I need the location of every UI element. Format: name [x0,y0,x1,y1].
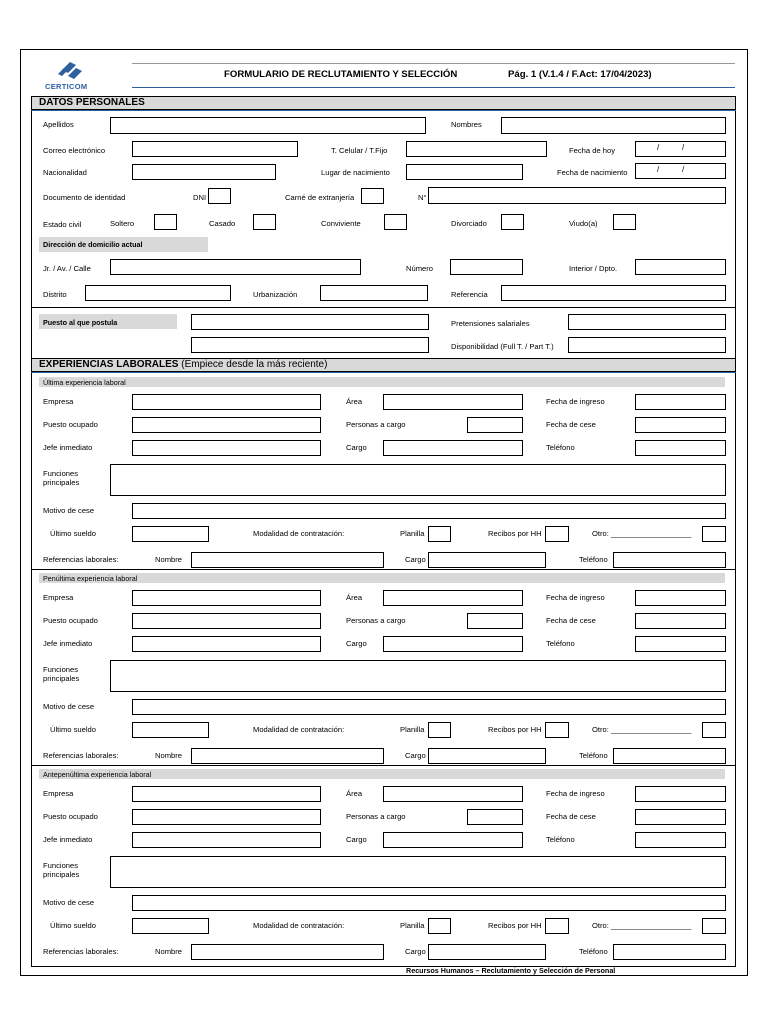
casado-label: Casado [209,219,236,228]
casado-checkbox[interactable] [253,214,276,230]
exp2-telefono-input[interactable] [635,636,726,652]
fecha-hoy-label: Fecha de hoy [569,146,616,155]
exp2-fecha-cese-label: Fecha de cese [546,616,596,625]
celular-label: T. Celular / T.Fijo [331,146,388,155]
exp3-ref-nombre-label: Nombre [155,947,183,956]
correo-label: Correo electrónico [43,146,106,155]
distrito-label: Distrito [43,290,67,299]
exp2-otro-checkbox[interactable] [702,722,726,738]
exp3-ref-telefono-input[interactable] [613,944,726,960]
numero-doc-input[interactable] [428,187,726,204]
exp3-area-input[interactable] [383,786,523,802]
puesto-input-1[interactable] [191,314,429,330]
exp1-ref-telefono-input[interactable] [613,552,726,568]
exp2-fecha-ingreso-input[interactable] [635,590,726,606]
exp1-motivo-input[interactable] [132,503,726,519]
exp3-jefe-label: Jefe inmediato [43,835,93,844]
exp2-ref-cargo-label: Cargo [405,751,426,760]
fecha-nac-slash-1: / [657,165,660,174]
divider-puesto [31,307,736,308]
exp3-fecha-cese-input[interactable] [635,809,726,825]
dni-checkbox[interactable] [208,188,231,204]
pretensiones-label: Pretensiones salariales [451,319,530,328]
exp2-referencias-label: Referencias laborales: [43,751,119,760]
referencia-label: Referencia [451,290,488,299]
exp2-empresa-label: Empresa [43,593,74,602]
lugar-nacimiento-label: Lugar de nacimiento [321,168,390,177]
documento-label: Documento de identidad [43,193,126,202]
page-info: Pág. 1 (V.1.4 / F.Act: 17/04/2023) [508,69,652,80]
exp3-puesto-ocupado-input[interactable] [132,809,321,825]
exp3-telefono-label: Teléfono [546,835,575,844]
exp2-area-label: Área [346,593,363,602]
exp1-funciones-label: Funciones principales [43,469,80,487]
celular-input[interactable] [406,141,547,157]
experiencias-blue-line [31,372,736,373]
header-top-line [132,63,735,64]
footer-text: Recursos Humanos – Reclutamiento y Selección de Personal [406,966,616,975]
exp2-telefono-label: Teléfono [546,639,575,648]
exp2-empresa-input[interactable] [132,590,321,606]
exp1-ref-telefono-label: Teléfono [579,555,608,564]
exp1-ultimo-sueldo-label: Último sueldo [50,529,97,538]
exp3-recibos-label: Recibos por HH [488,921,542,930]
exp1-cargo-label: Cargo [346,443,367,452]
exp1-empresa-input[interactable] [132,394,321,410]
disponibilidad-input[interactable] [568,337,726,353]
interior-label: Interior / Dpto. [569,264,618,273]
exp1-fecha-ingreso-label: Fecha de ingreso [546,397,605,406]
exp1-ultimo-sueldo-input[interactable] [132,526,209,542]
exp2-funciones-label: Funciones principales [43,665,80,683]
logo-text: CERTICOM [45,82,88,91]
exp3-motivo-input[interactable] [132,895,726,911]
exp2-funciones-input[interactable] [110,660,726,692]
exp2-ref-cargo-input[interactable] [428,748,546,764]
viudo-checkbox[interactable] [613,214,636,230]
exp1-otro-checkbox[interactable] [702,526,726,542]
conviviente-checkbox[interactable] [384,214,407,230]
exp2-area-input[interactable] [383,590,523,606]
carne-label: Carné de extranjería [285,193,355,202]
exp2-motivo-input[interactable] [132,699,726,715]
exp3-ultimo-sueldo-input[interactable] [132,918,209,934]
urbanizacion-label: Urbanización [253,290,298,299]
exp1-recibos-checkbox[interactable] [545,526,569,542]
exp3-ref-telefono-label: Teléfono [579,947,608,956]
exp3-empresa-label: Empresa [43,789,74,798]
exp2-jefe-label: Jefe inmediato [43,639,93,648]
exp3-personas-cargo-input[interactable] [467,809,523,825]
exp1-area-label: Área [346,397,363,406]
exp2-personas-cargo-input[interactable] [467,613,523,629]
exp3-fecha-ingreso-label: Fecha de ingreso [546,789,605,798]
exp3-planilla-checkbox[interactable] [428,918,451,934]
exp1-ref-nombre-input[interactable] [191,552,384,568]
exp2-planilla-label: Planilla [400,725,425,734]
exp1-title-bar [39,377,725,387]
exp2-puesto-ocupado-input[interactable] [132,613,321,629]
exp3-modalidad-label: Modalidad de contratación: [253,921,345,930]
exp3-funciones-label: Funciones principales [43,861,80,879]
exp1-telefono-label: Teléfono [546,443,575,452]
estado-civil-label: Estado civil [43,220,82,229]
exp2-title: Penúltima experiencia laboral [43,574,138,583]
exp3-cargo-input[interactable] [383,832,523,848]
divorciado-checkbox[interactable] [501,214,524,230]
exp1-recibos-label: Recibos por HH [488,529,542,538]
nacionalidad-label: Nacionalidad [43,168,87,177]
exp2-planilla-checkbox[interactable] [428,722,451,738]
exp2-otro-label: Otro: ___________________ [592,725,692,734]
exp2-recibos-label: Recibos por HH [488,725,542,734]
exp3-personas-cargo-label: Personas a cargo [346,812,406,821]
header-blue-line [132,87,735,88]
pretensiones-input[interactable] [568,314,726,330]
exp1-planilla-label: Planilla [400,529,425,538]
fecha-nac-slash-2: / [682,165,685,174]
exp2-puesto-ocupado-label: Puesto ocupado [43,616,98,625]
interior-input[interactable] [635,259,726,275]
exp1-ref-cargo-label: Cargo [405,555,426,564]
exp2-ref-nombre-input[interactable] [191,748,384,764]
exp3-ultimo-sueldo-label: Último sueldo [50,921,97,930]
exp1-funciones-input[interactable] [110,464,726,496]
nombres-label: Nombres [451,120,482,129]
fecha-hoy-input[interactable] [635,141,726,157]
exp3-otro-label: Otro: ___________________ [592,921,692,930]
exp3-empresa-input[interactable] [132,786,321,802]
viudo-label: Viudo(a) [569,219,598,228]
exp3-recibos-checkbox[interactable] [545,918,569,934]
exp2-ultimo-sueldo-input[interactable] [132,722,209,738]
exp2-cargo-input[interactable] [383,636,523,652]
lugar-nacimiento-input[interactable] [406,164,523,180]
exp2-modalidad-label: Modalidad de contratación: [253,725,345,734]
conviviente-label: Conviviente [321,219,361,228]
exp1-otro-label: Otro: ___________________ [592,529,692,538]
experiencias-note: (Empiece desde la más reciente) [181,359,328,370]
exp3-jefe-input[interactable] [132,832,321,848]
numero-input[interactable] [450,259,523,275]
calle-label: Jr. / Av. / Calle [43,264,91,273]
divorciado-label: Divorciado [451,219,487,228]
exp3-fecha-cese-label: Fecha de cese [546,812,596,821]
exp3-funciones-input[interactable] [110,856,726,888]
exp3-planilla-label: Planilla [400,921,425,930]
exp3-otro-checkbox[interactable] [702,918,726,934]
exp2-title-bar [39,573,725,583]
exp3-fecha-ingreso-input[interactable] [635,786,726,802]
exp3-divider [31,765,736,766]
exp2-recibos-checkbox[interactable] [545,722,569,738]
exp2-cargo-label: Cargo [346,639,367,648]
exp1-ref-nombre-label: Nombre [155,555,183,564]
urbanizacion-input[interactable] [320,285,428,301]
exp1-planilla-checkbox[interactable] [428,526,451,542]
exp2-jefe-input[interactable] [132,636,321,652]
experiencias-title [39,359,327,371]
numero-label: Número [406,264,434,273]
exp1-puesto-ocupado-label: Puesto ocupado [43,420,98,429]
exp1-area-input[interactable] [383,394,523,410]
datos-personales-title: DATOS PERSONALES [39,97,145,108]
disponibilidad-label: Disponibilidad (Full T. / Part T.) [451,342,554,351]
exp1-personas-cargo-label: Personas a cargo [346,420,406,429]
apellidos-label: Apellidos [43,120,74,129]
exp3-title: Antepenúltima experiencia laboral [43,770,152,779]
exp1-referencias-label: Referencias laborales: [43,555,119,564]
soltero-checkbox[interactable] [154,214,177,230]
referencia-input[interactable] [501,285,726,301]
carne-checkbox[interactable] [361,188,384,204]
exp3-area-label: Área [346,789,363,798]
form-title: FORMULARIO DE RECLUTAMIENTO Y SELECCIÓN [224,69,458,80]
exp2-fecha-cese-input[interactable] [635,613,726,629]
puesto-label: Puesto al que postula [43,318,118,327]
direccion-title: Dirección de domicilio actual [43,240,143,249]
exp1-puesto-ocupado-input[interactable] [132,417,321,433]
apellidos-input[interactable] [110,117,426,134]
exp3-referencias-label: Referencias laborales: [43,947,119,956]
exp1-empresa-label: Empresa [43,397,74,406]
nombres-input[interactable] [501,117,726,134]
exp2-personas-cargo-label: Personas a cargo [346,616,406,625]
exp2-ref-nombre-label: Nombre [155,751,183,760]
exp1-fecha-cese-input[interactable] [635,417,726,433]
fecha-nacimiento-label: Fecha de nacimiento [557,168,628,177]
exp2-ref-telefono-label: Teléfono [579,751,608,760]
exp1-jefe-input[interactable] [132,440,321,456]
puesto-input-2[interactable] [191,337,429,353]
exp1-fecha-cese-label: Fecha de cese [546,420,596,429]
exp1-fecha-ingreso-input[interactable] [635,394,726,410]
exp2-divider [31,569,736,570]
exp1-modalidad-label: Modalidad de contratación: [253,529,345,538]
fecha-nacimiento-input[interactable] [635,163,726,179]
exp3-ref-nombre-input[interactable] [191,944,384,960]
exp1-personas-cargo-input[interactable] [467,417,523,433]
exp1-jefe-label: Jefe inmediato [43,443,93,452]
dni-label: DNI [193,193,207,202]
exp2-fecha-ingreso-label: Fecha de ingreso [546,593,605,602]
datos-blue-line [31,110,736,111]
nacionalidad-input[interactable] [132,164,276,180]
exp2-motivo-label: Motivo de cese [43,702,95,711]
fecha-hoy-slash-1: / [657,143,660,152]
calle-input[interactable] [110,259,361,275]
exp1-motivo-label: Motivo de cese [43,506,95,515]
exp1-title: Última experiencia laboral [43,378,126,387]
exp3-motivo-label: Motivo de cese [43,898,95,907]
exp2-ultimo-sueldo-label: Último sueldo [50,725,97,734]
exp3-puesto-ocupado-label: Puesto ocupado [43,812,98,821]
distrito-input[interactable] [85,285,231,301]
exp1-ref-cargo-input[interactable] [428,552,546,568]
soltero-label: Soltero [110,219,135,228]
exp3-cargo-label: Cargo [346,835,367,844]
experiencias-title-text: EXPERIENCIAS LABORALES [39,359,179,370]
exp2-ref-telefono-input[interactable] [613,748,726,764]
fecha-hoy-slash-2: / [682,143,685,152]
exp3-ref-cargo-input[interactable] [428,944,546,960]
exp3-telefono-input[interactable] [635,832,726,848]
correo-input[interactable] [132,141,298,157]
numero-doc-label: N° [418,193,427,202]
exp1-telefono-input[interactable] [635,440,726,456]
exp1-cargo-input[interactable] [383,440,523,456]
exp3-ref-cargo-label: Cargo [405,947,426,956]
